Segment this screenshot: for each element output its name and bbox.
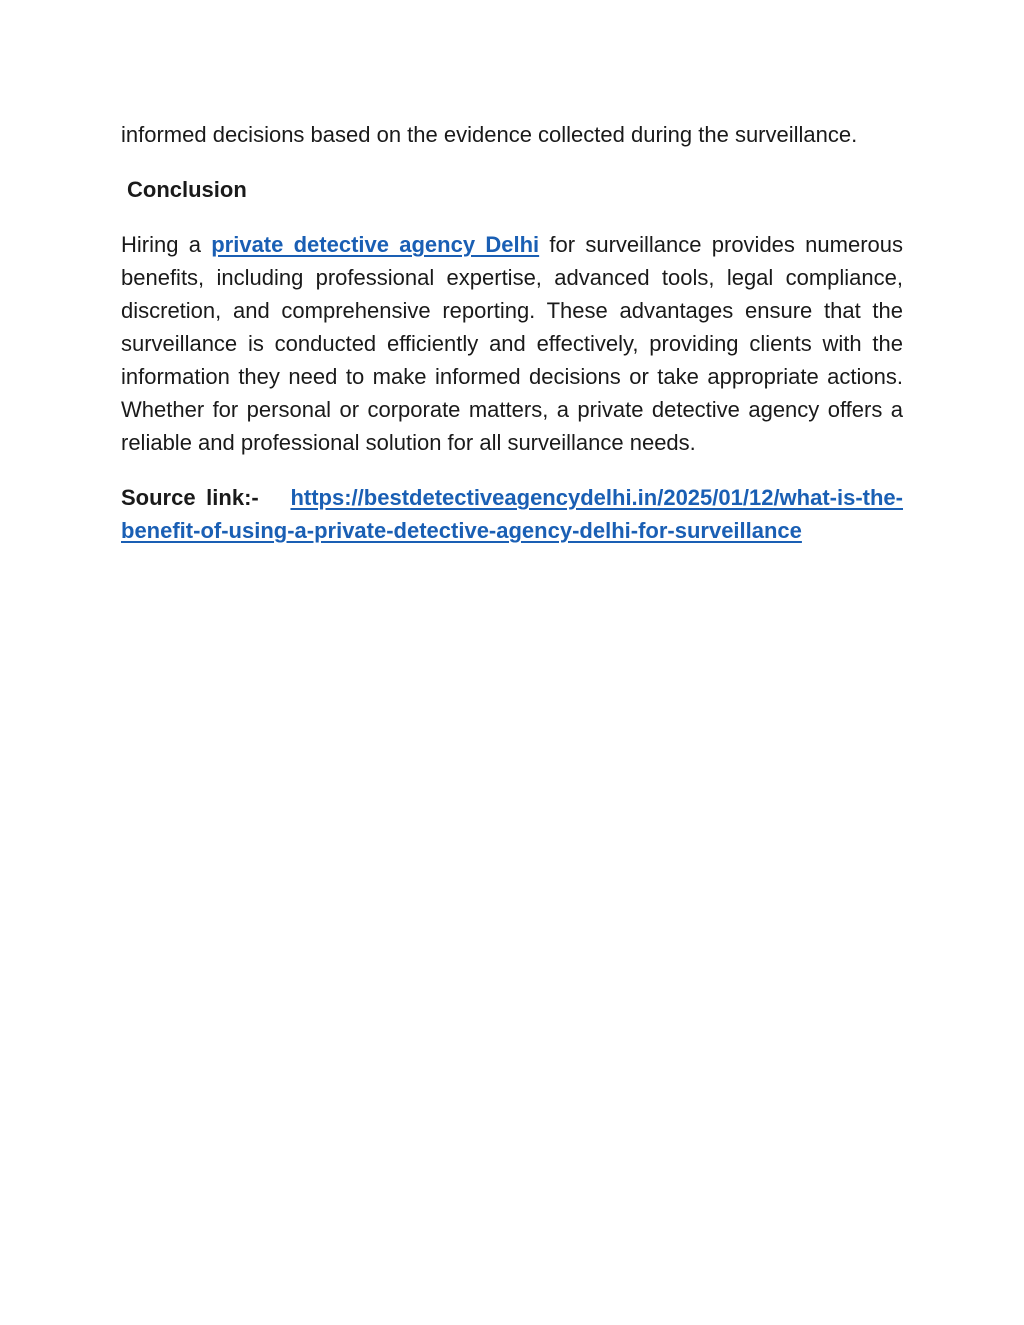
source-url-link[interactable]: https://bestdetectiveagencydelhi.in/2025/01/12/what-is-the-benefit-of-using-a-private-detective-agency-delhi-for-surveillance <box>121 485 903 543</box>
conclusion-text-before: Hiring a <box>121 232 212 257</box>
conclusion-text-after: for surveillance provides numerous benefits, including professional expertise, advanced tools, legal compliance, discretion, and comprehensive reporting. These advantages ensure that the surveillance is conducted efficiently and effectively, providing clients with the information they need to make informed decisions or take appropriate actions. Whether for personal or corporate matters, a private detective agency offers a reliable and professional solution for all surveillance needs. <box>121 232 904 455</box>
document-page <box>121 118 903 547</box>
source-label: Source link:- <box>121 485 259 510</box>
conclusion-paragraph <box>121 228 903 459</box>
section-heading: Conclusion <box>127 177 247 202</box>
continued-paragraph: informed decisions based on the evidence collected during the surveillance. <box>121 122 858 147</box>
private-detective-agency-link[interactable]: private detective agency Delhi <box>211 232 540 257</box>
source-paragraph <box>121 481 903 547</box>
